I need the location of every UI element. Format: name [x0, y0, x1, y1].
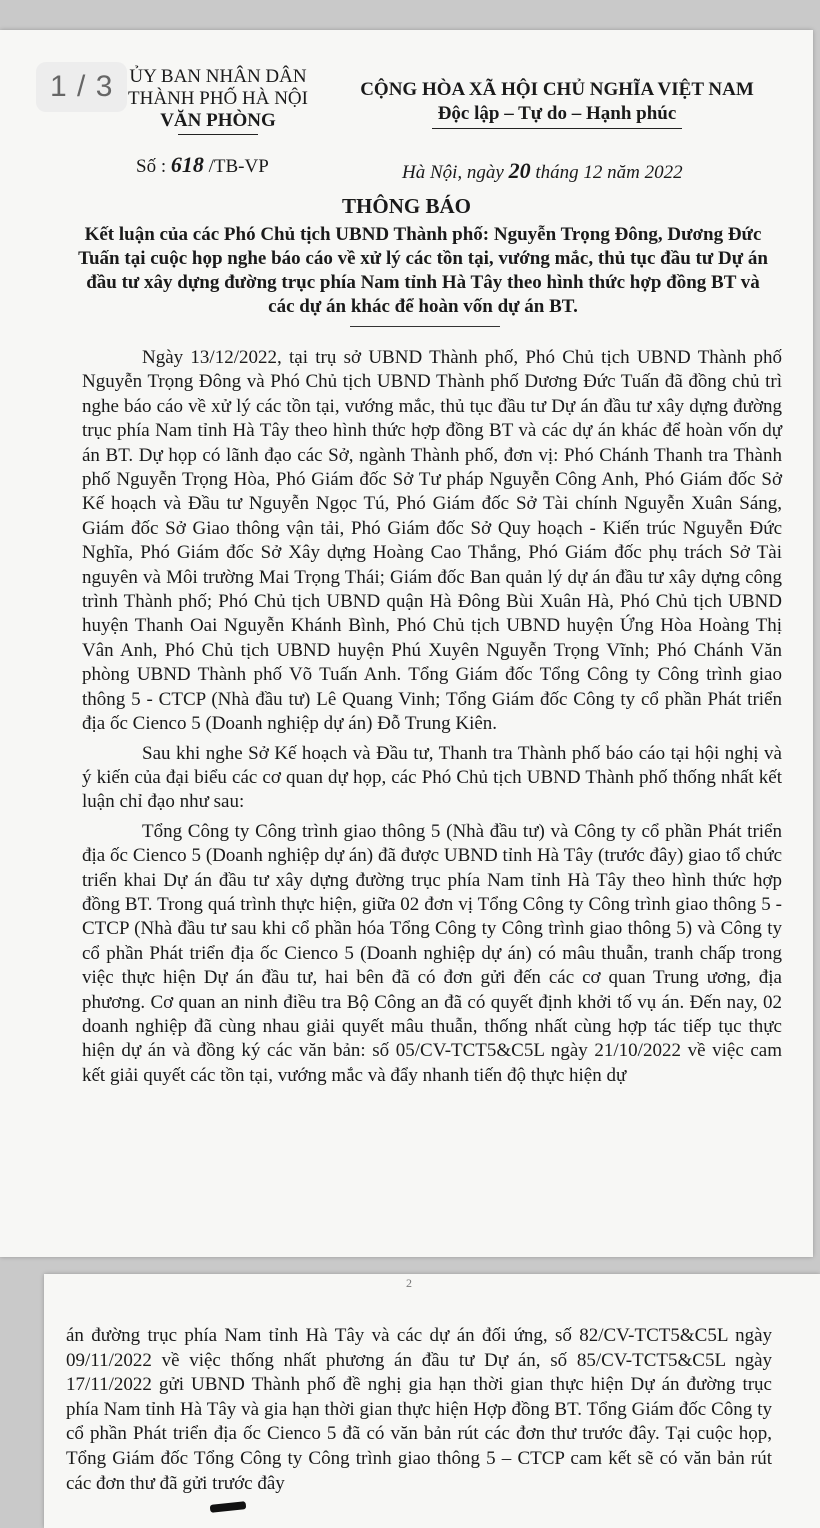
- page-counter: 1 / 3: [36, 62, 127, 112]
- document-title: THÔNG BÁO: [342, 194, 471, 218]
- nation-underline: [432, 128, 682, 129]
- document-body-page-2: [66, 1324, 772, 1496]
- document-page-2: [44, 1274, 820, 1528]
- agency-header: [118, 66, 318, 135]
- document-subject: Kết luận của các Phó Chủ tịch UBND Thành phố: Nguyễn Trọng Đông, Dương Đức Tuấn tại cuộc họp nghe báo cáo về xử lý các tồn tại, vướng mắc, thủ tục đầu tư Dự án đầu tư xây dựng đường trục phía Nam tỉnh Hà Tây theo hình thức hợp đồng BT và các dự án khác để hoàn vốn dự án BT.: [78, 224, 768, 317]
- date-day-handwritten: 20: [508, 158, 531, 183]
- nation-header: [352, 78, 762, 129]
- document-page-1: [0, 30, 813, 1257]
- paragraph-2: Sau khi nghe Sở Kế hoạch và Đầu tư, Thanh tra Thành phố báo cáo tại hội nghị và ý kiến của đại biểu các cơ quan dự họp, các Phó Chủ tịch UBND Thành phố thống nhất kết luận chỉ đạo như sau:: [82, 742, 782, 813]
- agency-line-2: THÀNH PHỐ HÀ NỘI: [128, 88, 308, 109]
- document-number: [136, 152, 269, 178]
- paragraph-continued: án đường trục phía Nam tỉnh Hà Tây và các dự án đối ứng, số 82/CV-TCT5&C5L ngày 09/11/2022 về việc thống nhất phương án đầu tư Dự án, số 85/CV-TCT5&C5L ngày 17/11/2022 gửi UBND Thành phố đề nghị gia hạn thời gian thực hiện Dự án đường trục phía Nam tỉnh Hà Tây và gia hạn thời gian thực hiện Hợp đồng BT. Tổng Giám đốc Công ty cổ phần Phát triển địa ốc Cienco 5 đã có văn bản rút các đơn thư trước đây. Tại cuộc họp, Tổng Giám đốc Tổng Công ty Công trình giao thông 5 – CTCP cam kết sẽ có văn bản rút các đơn thư đã gửi trước đây: [66, 1325, 772, 1494]
- date-suffix: tháng 12 năm 2022: [535, 162, 683, 183]
- agency-line-1: ỦY BAN NHÂN DÂN: [129, 66, 307, 87]
- subject-underline: [350, 326, 500, 327]
- number-handwritten: 618: [170, 152, 204, 177]
- page-number: 2: [406, 1276, 412, 1290]
- nation-line-2: Độc lập – Tự do – Hạnh phúc: [437, 103, 677, 124]
- document-date: [402, 158, 683, 184]
- paragraph-1: Ngày 13/12/2022, tại trụ sở UBND Thành phố, Phó Chủ tịch UBND Thành phố Nguyễn Trọng Đông và Phó Chủ tịch UBND Thành phố Dương Đức Tuấn đã đồng chủ trì nghe báo cáo về xử lý các tồn tại, vướng mắc, thủ tục đầu tư Dự án đầu tư xây dựng đường trục phía Nam tỉnh Hà Tây theo hình thức hợp đồng BT và các dự án khác để hoàn vốn dự án BT. Dự họp có lãnh đạo các Sở, ngành Thành phố, đơn vị: Phó Chánh Thanh tra Thành phố Nguyễn Trọng Hòa, Phó Giám đốc Sở Tư pháp Nguyễn Công Anh, Phó Giám đốc Sở Kế hoạch và Đầu tư Nguyễn Ngọc Tú, Phó Giám đốc Sở Tài chính Nguyễn Xuân Sáng, Giám đốc Sở Giao thông vận tải, Phó Giám đốc Sở Quy hoạch - Kiến trúc Nguyễn Đức Nghĩa, Phó Giám đốc Sở Xây dựng Hoàng Cao Thắng, Phó Giám đốc phụ trách Sở Tài nguyên và Môi trường Mai Trọng Thái; Giám đốc Ban quản lý dự án đầu tư xây dựng công trình Thành phố; Phó Chủ tịch UBND quận Hà Đông Bùi Xuân Hà, Phó Chủ tịch UBND huyện Thanh Oai Nguyễn Khánh Bình, Phó Chủ tịch UBND huyện Ứng Hòa Hoàng Thị Vân Anh, Phó Chủ tịch UBND huyện Phú Xuyên Nguyễn Trọng Vĩnh; Phó Chánh Văn phòng UBND Thành phố Võ Tuấn Anh. Tổng Giám đốc Tổng Công ty Công trình giao thông 5 - CTCP (Nhà đầu tư) Lê Quang Vinh; Tổng Giám đốc Công ty cổ phần Phát triển địa ốc Cienco 5 (Doanh nghiệp dự án) Đỗ Trung Kiên.: [82, 347, 782, 735]
- document-body: [82, 346, 782, 1088]
- number-suffix: /TB-VP: [208, 156, 269, 177]
- agency-underline: [178, 134, 258, 135]
- agency-line-3: VĂN PHÒNG: [160, 110, 276, 131]
- nation-line-1: CỘNG HÒA XÃ HỘI CHỦ NGHĨA VIỆT NAM: [360, 79, 754, 100]
- date-prefix: Hà Nội, ngày: [402, 162, 504, 183]
- paragraph-3: Tổng Công ty Công trình giao thông 5 (Nhà đầu tư) và Công ty cổ phần Phát triển địa ốc Cienco 5 (Doanh nghiệp dự án) đã được UBND tỉnh Hà Tây (trước đây) giao tổ chức triển khai Dự án đầu tư xây dựng đường trục phía Nam tỉnh Hà Tây theo hình thức hợp đồng BT. Trong quá trình thực hiện, giữa 02 đơn vị Tổng Công ty Công trình giao thông 5 - CTCP (Nhà đầu tư sau khi cổ phần hóa Tổng Công ty Công trình giao thông 5) và Công ty cổ phần Phát triển địa ốc Cienco 5 (Doanh nghiệp dự án) có mâu thuẫn, tranh chấp trong việc thực hiện Dự án đầu tư, hai bên đã có đơn gửi đến các cơ quan Trung ương, địa phương. Cơ quan an ninh điều tra Bộ Công an đã có quyết định khởi tố vụ án. Đến nay, 02 doanh nghiệp đã cùng nhau giải quyết mâu thuẫn, thống nhất cùng hợp tác tiếp tục thực hiện dự án và đồng ký các văn bản: số 05/CV-TCT5&C5L ngày 21/10/2022 về việc cam kết giải quyết các tồn tại, vướng mắc và đẩy nhanh tiến độ thực hiện dự: [82, 820, 782, 1086]
- number-prefix: Số :: [136, 156, 167, 177]
